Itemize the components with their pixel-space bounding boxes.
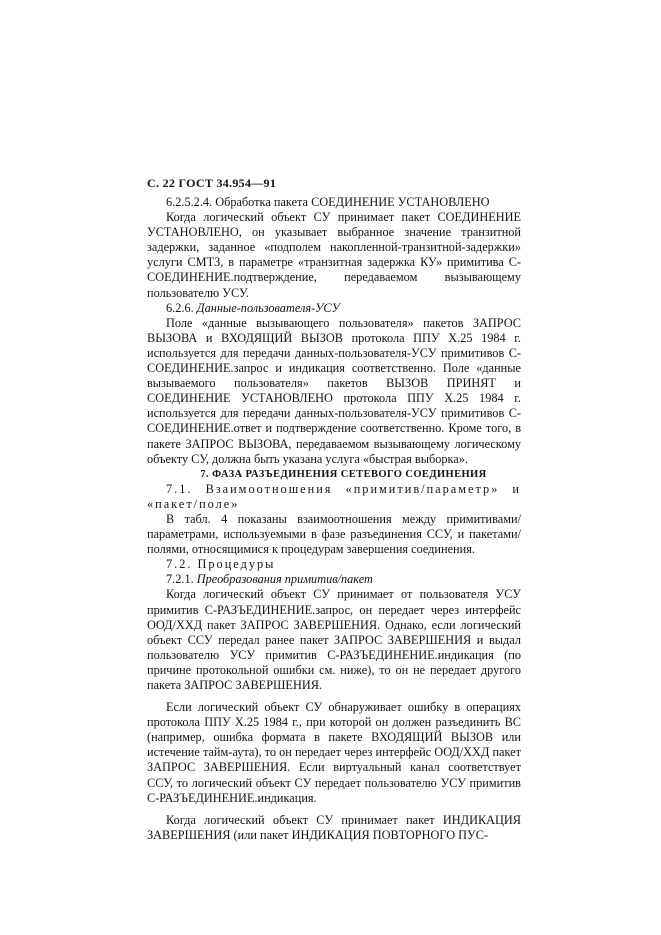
clause-6-2-6-heading xyxy=(147,301,521,316)
page-header: С. 22 ГОСТ 34.954—91 xyxy=(147,176,277,190)
paragraph: Если логический объект СУ обнаруживает ошибку в операциях протокола ППУ Х.25 1984 г., при которой он должен разъединить ВС (например, ошибка формата в пакете ВХОДЯЩИЙ ВЫЗОВ или истечение тайм-аута), то он передает через интерфейс ООД/ХХД пакет ЗАПРОС ЗАВЕРШЕНИЯ. Если виртуальный канал соответствует ССУ, то логический объект СУ передает пользователю УСУ примитив С-РАЗЪЕДИНЕНИЕ.индикация. xyxy=(147,700,521,805)
clause-number: 7.2.1. xyxy=(166,572,194,587)
paragraph: Когда логический объект СУ принимает от пользователя УСУ примитив С-РАЗЪЕДИНЕНИЕ.запрос, он передает через интерфейс ООД/ХХД пакет ЗАПРОС ЗАВЕРШЕНИЯ. Однако, если логический объект ССУ передал ранее пакет ЗАПРОС ЗАВЕРШЕНИЯ и выдал пользователю УСУ примитив С-РАЗЪЕДИНЕНИЕ.индикация (по причине протокольной ошибки см. ниже), то он не передает другого пакета ЗАПРОС ЗАВЕРШЕНИЯ. xyxy=(147,587,521,692)
clause-title: Данные-пользователя-УСУ xyxy=(196,300,340,315)
paragraph: Когда логический объект СУ принимает пакет ИНДИКАЦИЯ ЗАВЕРШЕНИЯ (или пакет ИНДИКАЦИЯ ПОВТОРНОГО ПУС- xyxy=(147,812,521,842)
clause-7-1-heading xyxy=(147,482,521,512)
clause-number: 6.2.6. xyxy=(166,300,194,315)
clause-6-2-5-2-4-heading: 6.2.5.2.4. Обработка пакета СОЕДИНЕНИЕ УСТАНОВЛЕНО xyxy=(166,195,490,209)
paragraph: В табл. 4 показаны взаимоотношения между примитивами/параметрами, используемыми в фазе разъединения ССУ, и пакетами/полями, относящимися к процедурам завершения соединения. xyxy=(147,511,521,557)
clause-title: Преобразования примитив/пакет xyxy=(196,572,373,587)
clause-7-2-1-heading xyxy=(147,572,521,587)
paragraph: Поле «данные вызывающего пользователя» пакетов ЗАПРОС ВЫЗОВА и ВХОДЯЩИЙ ВЫЗОВ протокола ППУ Х.25 1984 г. используется для передачи данных-пользователя-УСУ примитивов С-СОЕДИНЕНИЕ.запрос и индикация соответственно. Поле «данные вызываемого пользователя» пакетов ВЫЗОВ ПРИНЯТ и СОЕДИНЕНИЕ УСТАНОВЛЕНО протокола ППУ Х.25 1984 г. используется для передачи данных-пользователя-УСУ примитивов С-СОЕДИНЕНИЕ.ответ и подтверждение соответственно. Кроме того, в пакете ЗАПРОС ВЫЗОВА, передаваемом вызывающему логическому объекту СУ, должна быть указана услуга «быстрая выборка». xyxy=(147,315,521,466)
clause-7-2-heading xyxy=(147,557,521,572)
clause-7-2-title: 7.2. Процедуры xyxy=(166,557,276,572)
section-7-title: 7. ФАЗА РАЗЪЕДИНЕНИЯ СЕТЕВОГО СОЕДИНЕНИЯ xyxy=(200,468,487,480)
paragraph: Когда логический объект СУ принимает пакет СОЕДИНЕНИЕ УСТАНОВЛЕНО, он указывает выбранное значение транзитной задержки, заданное «подполем накопленной-транзитной-задержки» услуги СМТЗ, в параметре «транзитная задержка КУ» примитива С-СОЕДИНЕНИЕ.подтверждение, передаваемом вызывающему пользователю УСУ. xyxy=(147,210,521,300)
clause-7-1-title: 7.1. Взаимоотношения «примитив/параметр» и «пакет/поле» xyxy=(147,481,521,511)
document-body xyxy=(147,195,521,843)
